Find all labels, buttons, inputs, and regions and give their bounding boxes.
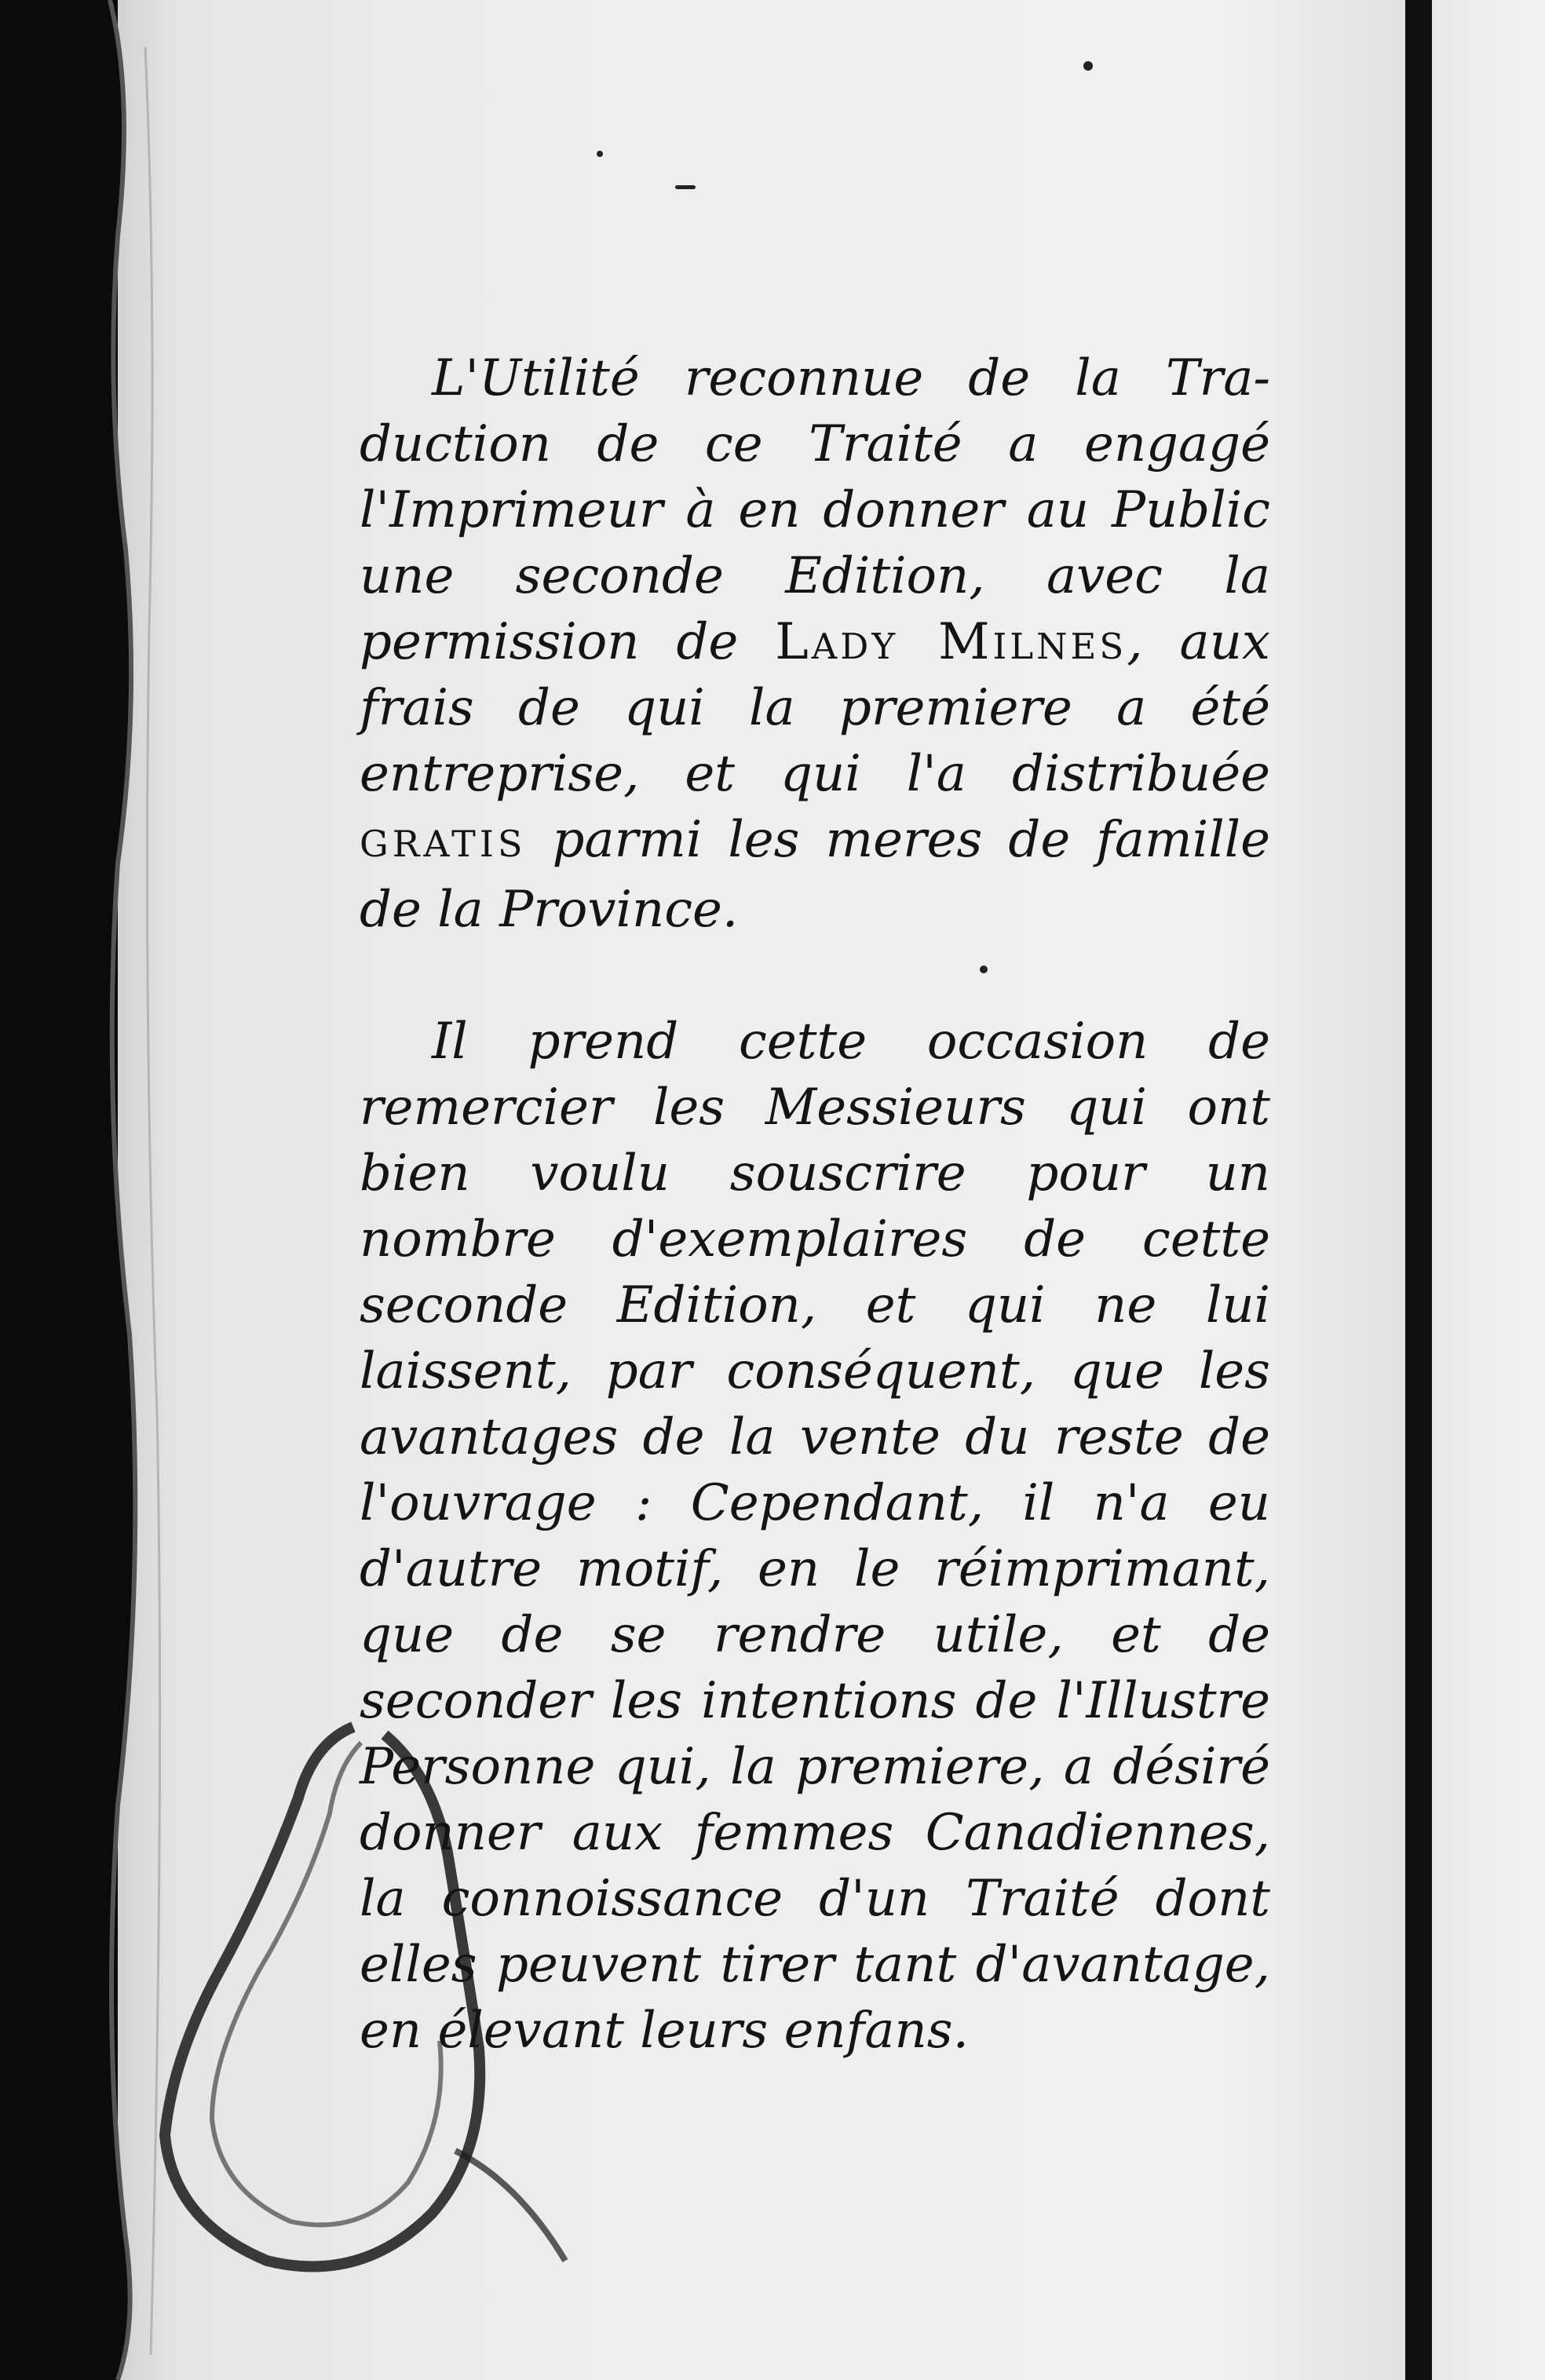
gratis-caps: GRATIS	[360, 823, 527, 865]
paragraph-1	[360, 345, 1270, 943]
paper-speck	[1083, 61, 1093, 71]
paper-speck	[675, 185, 696, 189]
paragraph-1-text-start: L'Utilité reconnue de la Traduction de ce Traité a engagé l'Imprimeur à en donner au Public une seconde Edition, avec la permission de	[360, 349, 1270, 671]
paper-speck	[597, 151, 603, 157]
paragraph-1-text-middle: , aux frais de qui la premiere a été entreprise, et qui l'a distribuée	[360, 613, 1270, 803]
printed-text-block	[360, 345, 1270, 2064]
paragraph-1-text-end: parmi les meres de famille de la Province.	[360, 811, 1271, 939]
lady-milnes-smallcaps: Lady Milnes	[775, 613, 1127, 671]
facing-page-edge	[1432, 0, 1545, 2380]
book-gutter	[1405, 0, 1432, 2380]
paragraph-2: Il prend cette occasion de remercier les Messieurs qui ont bien voulu souscrire pour un nombre d'exemplaires de cette seconde Edition, et qui ne lui laissent, par conséquent, que les avantages de la vente du reste de l'ouvrage : Cependant, il n'a eu d'autre motif, en le réimprimant, que de se rendre utile, et de seconder les intentions de l'Illustre Personne qui, la premiere, a désiré donner aux femmes Canadiennes, la connoissance d'un Traité dont elles peuvent tirer tant d'avantage, en élevant leurs enfans.	[360, 1013, 1270, 2060]
